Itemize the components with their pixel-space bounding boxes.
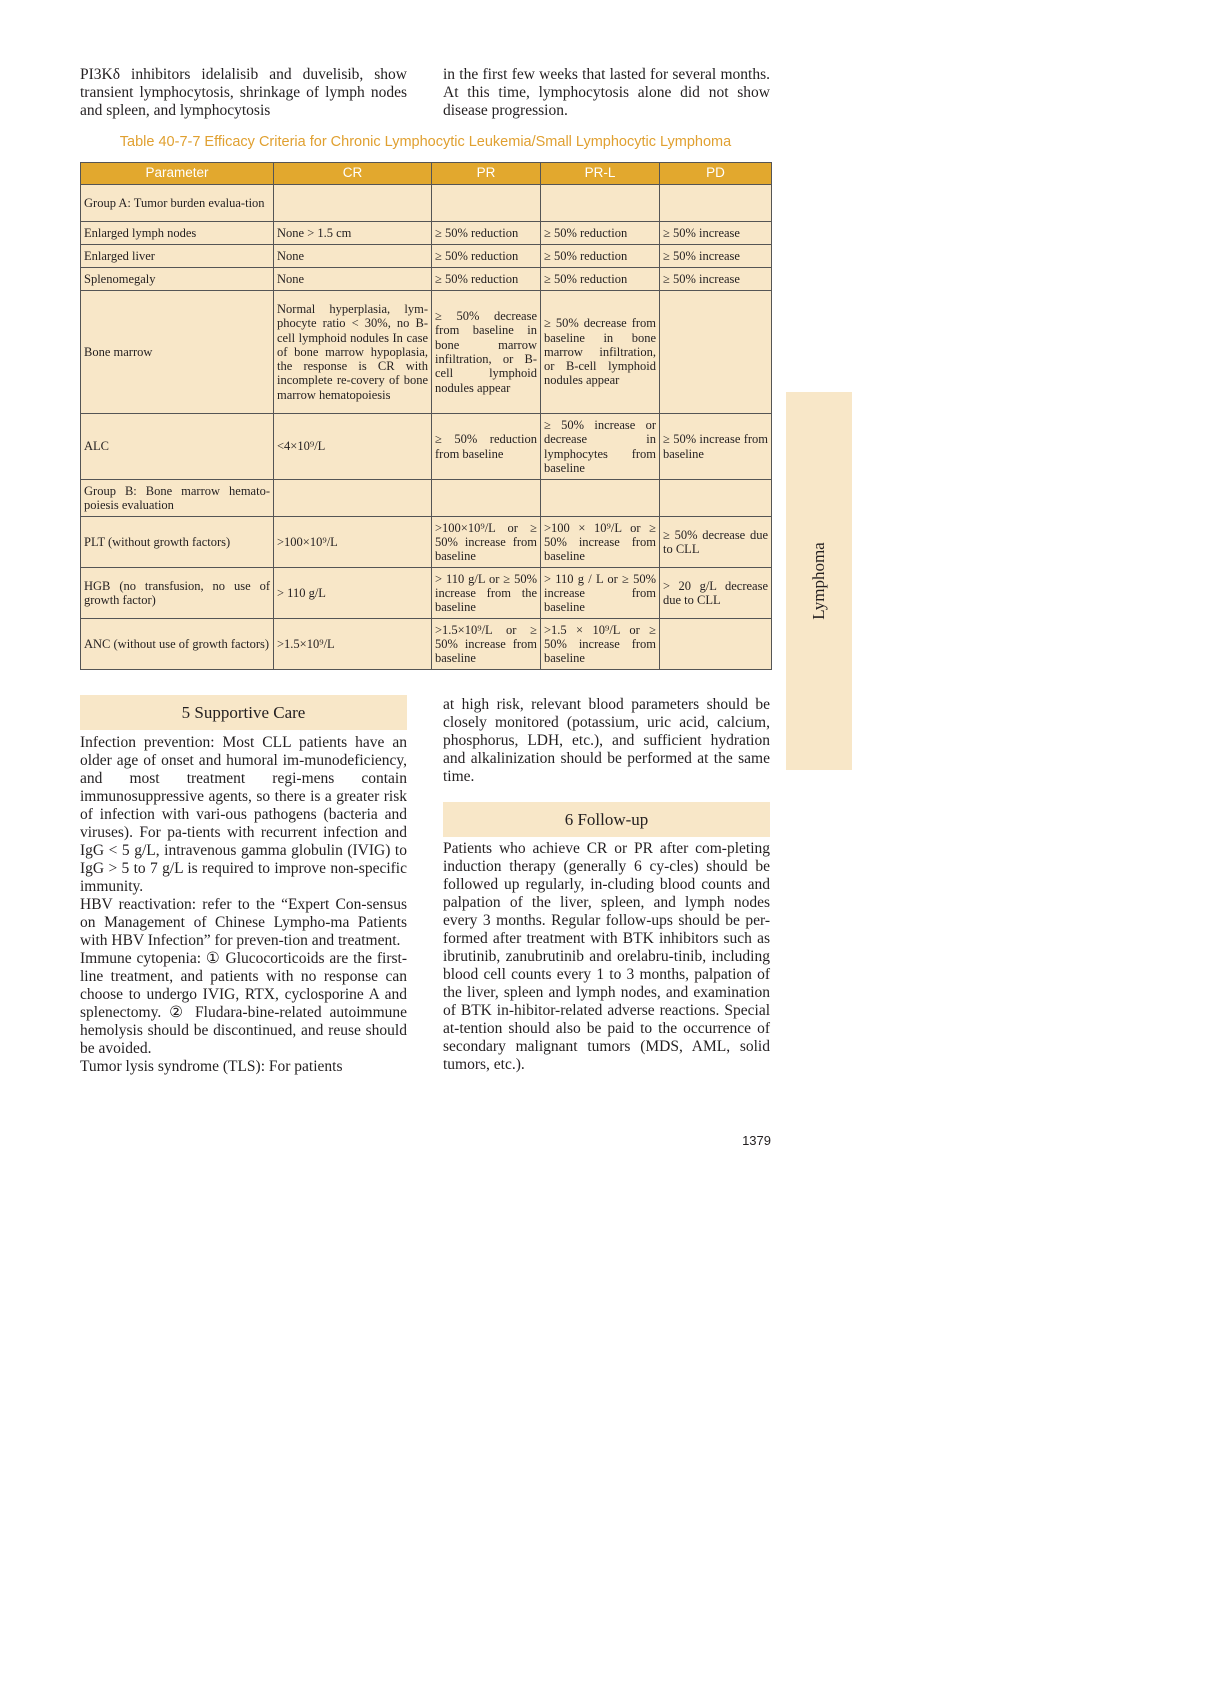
table-cell <box>541 185 660 222</box>
table-cell: > 110 g / L or ≥ 50% increase from baseline <box>541 568 660 619</box>
table-row <box>81 222 772 245</box>
table-cell: None <box>274 268 432 291</box>
table-cell: > 20 g/L decrease due to CLL <box>660 568 772 619</box>
table-cell: Bone marrow <box>81 291 274 414</box>
table-cell <box>274 480 432 517</box>
table-cell: ≥ 50% decrease due to CLL <box>660 517 772 568</box>
table-cell: ≥ 50% reduction <box>432 222 541 245</box>
table-cell: ALC <box>81 414 274 480</box>
table-cell <box>660 480 772 517</box>
table-cell: Group A: Tumor burden evalua-tion <box>81 185 274 222</box>
table-cell <box>660 291 772 414</box>
table-row <box>81 568 772 619</box>
table-cell: ≥ 50% increase or decrease in lymphocytes from baseline <box>541 414 660 480</box>
table-cell: ≥ 50% reduction <box>541 222 660 245</box>
follow-up-heading: 6 Follow-up <box>443 802 770 837</box>
page-number: 1379 <box>742 1133 771 1148</box>
table-cell: Enlarged liver <box>81 245 274 268</box>
follow-up-text: Patients who achieve CR or PR after com-pleting induction therapy (generally 6 cy-cles) should be followed up regularly, in-cluding blood counts and palpation of the liver, spleen, and lymph nodes every 3 months. Regular follow-ups should be per-formed after treatment with BTK inhibitors such as ibrutinib, zanubrutinib and orelabru-tinib, including blood cell counts every 1 to 3 months, palpation of the liver, spleen and lymph nodes, and examination of BTK in-hibitor-related adverse reactions. Special at-tention should also be paid to the occurrence of secondary malignant tumors (MDS, AML, solid tumors, etc.). <box>443 840 770 1073</box>
follow-up-body <box>443 840 770 1074</box>
table-caption: Table 40-7-7 Efficacy Criteria for Chronic Lymphocytic Leukemia/Small Lymphocytic Lymphoma <box>119 134 732 150</box>
table-cell: >1.5×10⁹/L <box>274 619 432 670</box>
table-cell: > 110 g/L or ≥ 50% increase from the baseline <box>432 568 541 619</box>
table-row <box>81 517 772 568</box>
table-cell: ≥ 50% reduction <box>541 245 660 268</box>
infection-prevention-paragraph: Infection prevention: Most CLL patients have an older age of onset and humoral im-munodeficiency, and most treatment regi-mens contain immunosuppressive agents, so there is a greater risk of infection with vari-ous pathogens (bacteria and viruses). For pa-tients with recurrent infection and IgG < 5 g/L, intravenous gamma globulin (IVIG) to IgG > 5 to 7 g/L is required to improve non-specific immunity. <box>80 734 407 895</box>
top-right-text: in the first few weeks that lasted for several months. At this time, lymphocytosis alone did not show disease progression. <box>443 66 770 119</box>
supportive-care-continuation <box>443 696 770 786</box>
table-cell: ≥ 50% reduction <box>432 268 541 291</box>
table-cell: Splenomegaly <box>81 268 274 291</box>
chapter-side-tab <box>786 392 852 770</box>
supportive-care-heading: 5 Supportive Care <box>80 695 407 730</box>
table-row <box>81 414 772 480</box>
table-cell: ≥ 50% increase <box>660 268 772 291</box>
table-cell: ANC (without use of growth factors) <box>81 619 274 670</box>
table-cell <box>274 185 432 222</box>
table-cell: >1.5 × 10⁹/L or ≥ 50% increase from baseline <box>541 619 660 670</box>
table-cell <box>660 185 772 222</box>
table-cell: >100×10⁹/L <box>274 517 432 568</box>
table-cell: ≥ 50% reduction from baseline <box>432 414 541 480</box>
table-row <box>81 245 772 268</box>
table-row <box>81 619 772 670</box>
top-left-paragraph <box>80 66 407 120</box>
hbv-reactivation-paragraph: HBV reactivation: refer to the “Expert Con-sensus on Management of Chinese Lympho-ma Patients with HBV Infection” for preven-tion and treatment. <box>80 896 407 949</box>
table-cell: Enlarged lymph nodes <box>81 222 274 245</box>
header-pr: PR <box>432 163 541 185</box>
header-cr: CR <box>274 163 432 185</box>
table-cell: Group B: Bone marrow hemato-poiesis evaluation <box>81 480 274 517</box>
table-cell <box>432 480 541 517</box>
table-cell <box>541 480 660 517</box>
tls-paragraph: Tumor lysis syndrome (TLS): For patients <box>80 1058 343 1075</box>
table-cell: >100 × 10⁹/L or ≥ 50% increase from baseline <box>541 517 660 568</box>
immune-cytopenia-paragraph: Immune cytopenia: ① Glucocorticoids are the first-line treatment, and patients with no response can choose to undergo IVIG, RTX, cyclosporine A and splenectomy. ② Fludara-bine-related autoimmune hemolysis should be discontinued, and reuse should be avoided. <box>80 950 407 1057</box>
header-pd: PD <box>660 163 772 185</box>
table-row <box>81 291 772 414</box>
table-cell: PLT (without growth factors) <box>81 517 274 568</box>
table-cell: > 110 g/L <box>274 568 432 619</box>
table-header-row <box>81 163 772 185</box>
table-cell: HGB (no transfusion, no use of growth factor) <box>81 568 274 619</box>
table-cell: Normal hyperplasia, lym-phocyte ratio < 30%, no B-cell lymphoid nodules In case of bone marrow hypoplasia, the response is CR with incomplete re-covery of bone marrow hematopoiesis <box>274 291 432 414</box>
table-row <box>81 185 772 222</box>
table-cell: >1.5×10⁹/L or ≥ 50% increase from baseline <box>432 619 541 670</box>
header-parameter: Parameter <box>81 163 274 185</box>
table-cell: None <box>274 245 432 268</box>
table-cell: ≥ 50% increase <box>660 245 772 268</box>
top-right-paragraph <box>443 66 770 120</box>
table-row <box>81 268 772 291</box>
table-cell: ≥ 50% increase from baseline <box>660 414 772 480</box>
table-cell: ≥ 50% reduction <box>432 245 541 268</box>
table-cell: ≥ 50% increase <box>660 222 772 245</box>
supportive-care-body <box>80 734 407 1076</box>
table-cell: ≥ 50% decrease from baseline in bone marrow infiltration, or B-cell lymphoid nodules appear <box>432 291 541 414</box>
efficacy-criteria-table <box>80 162 772 670</box>
table-cell: ≥ 50% reduction <box>541 268 660 291</box>
header-pr-l: PR-L <box>541 163 660 185</box>
table-row <box>81 480 772 517</box>
table-cell: None > 1.5 cm <box>274 222 432 245</box>
chapter-side-tab-label: Lymphoma <box>809 542 828 620</box>
tls-continuation-text: at high risk, relevant blood parameters should be closely monitored (potassium, uric acid, calcium, phosphorus, LDH, etc.), and sufficient hydration and alkalinization should be performed at the same time. <box>443 696 770 785</box>
top-left-text: PI3Kδ inhibitors idelalisib and duvelisib, show transient lymphocytosis, shrinkage of lymph nodes and spleen, and lymphocytosis <box>80 66 407 119</box>
table-cell <box>660 619 772 670</box>
table-cell: >100×10⁹/L or ≥ 50% increase from baseline <box>432 517 541 568</box>
table-cell: <4×10⁹/L <box>274 414 432 480</box>
table-cell <box>432 185 541 222</box>
table-cell: ≥ 50% decrease from baseline in bone marrow infiltration, or B-cell lymphoid nodules appear <box>541 291 660 414</box>
